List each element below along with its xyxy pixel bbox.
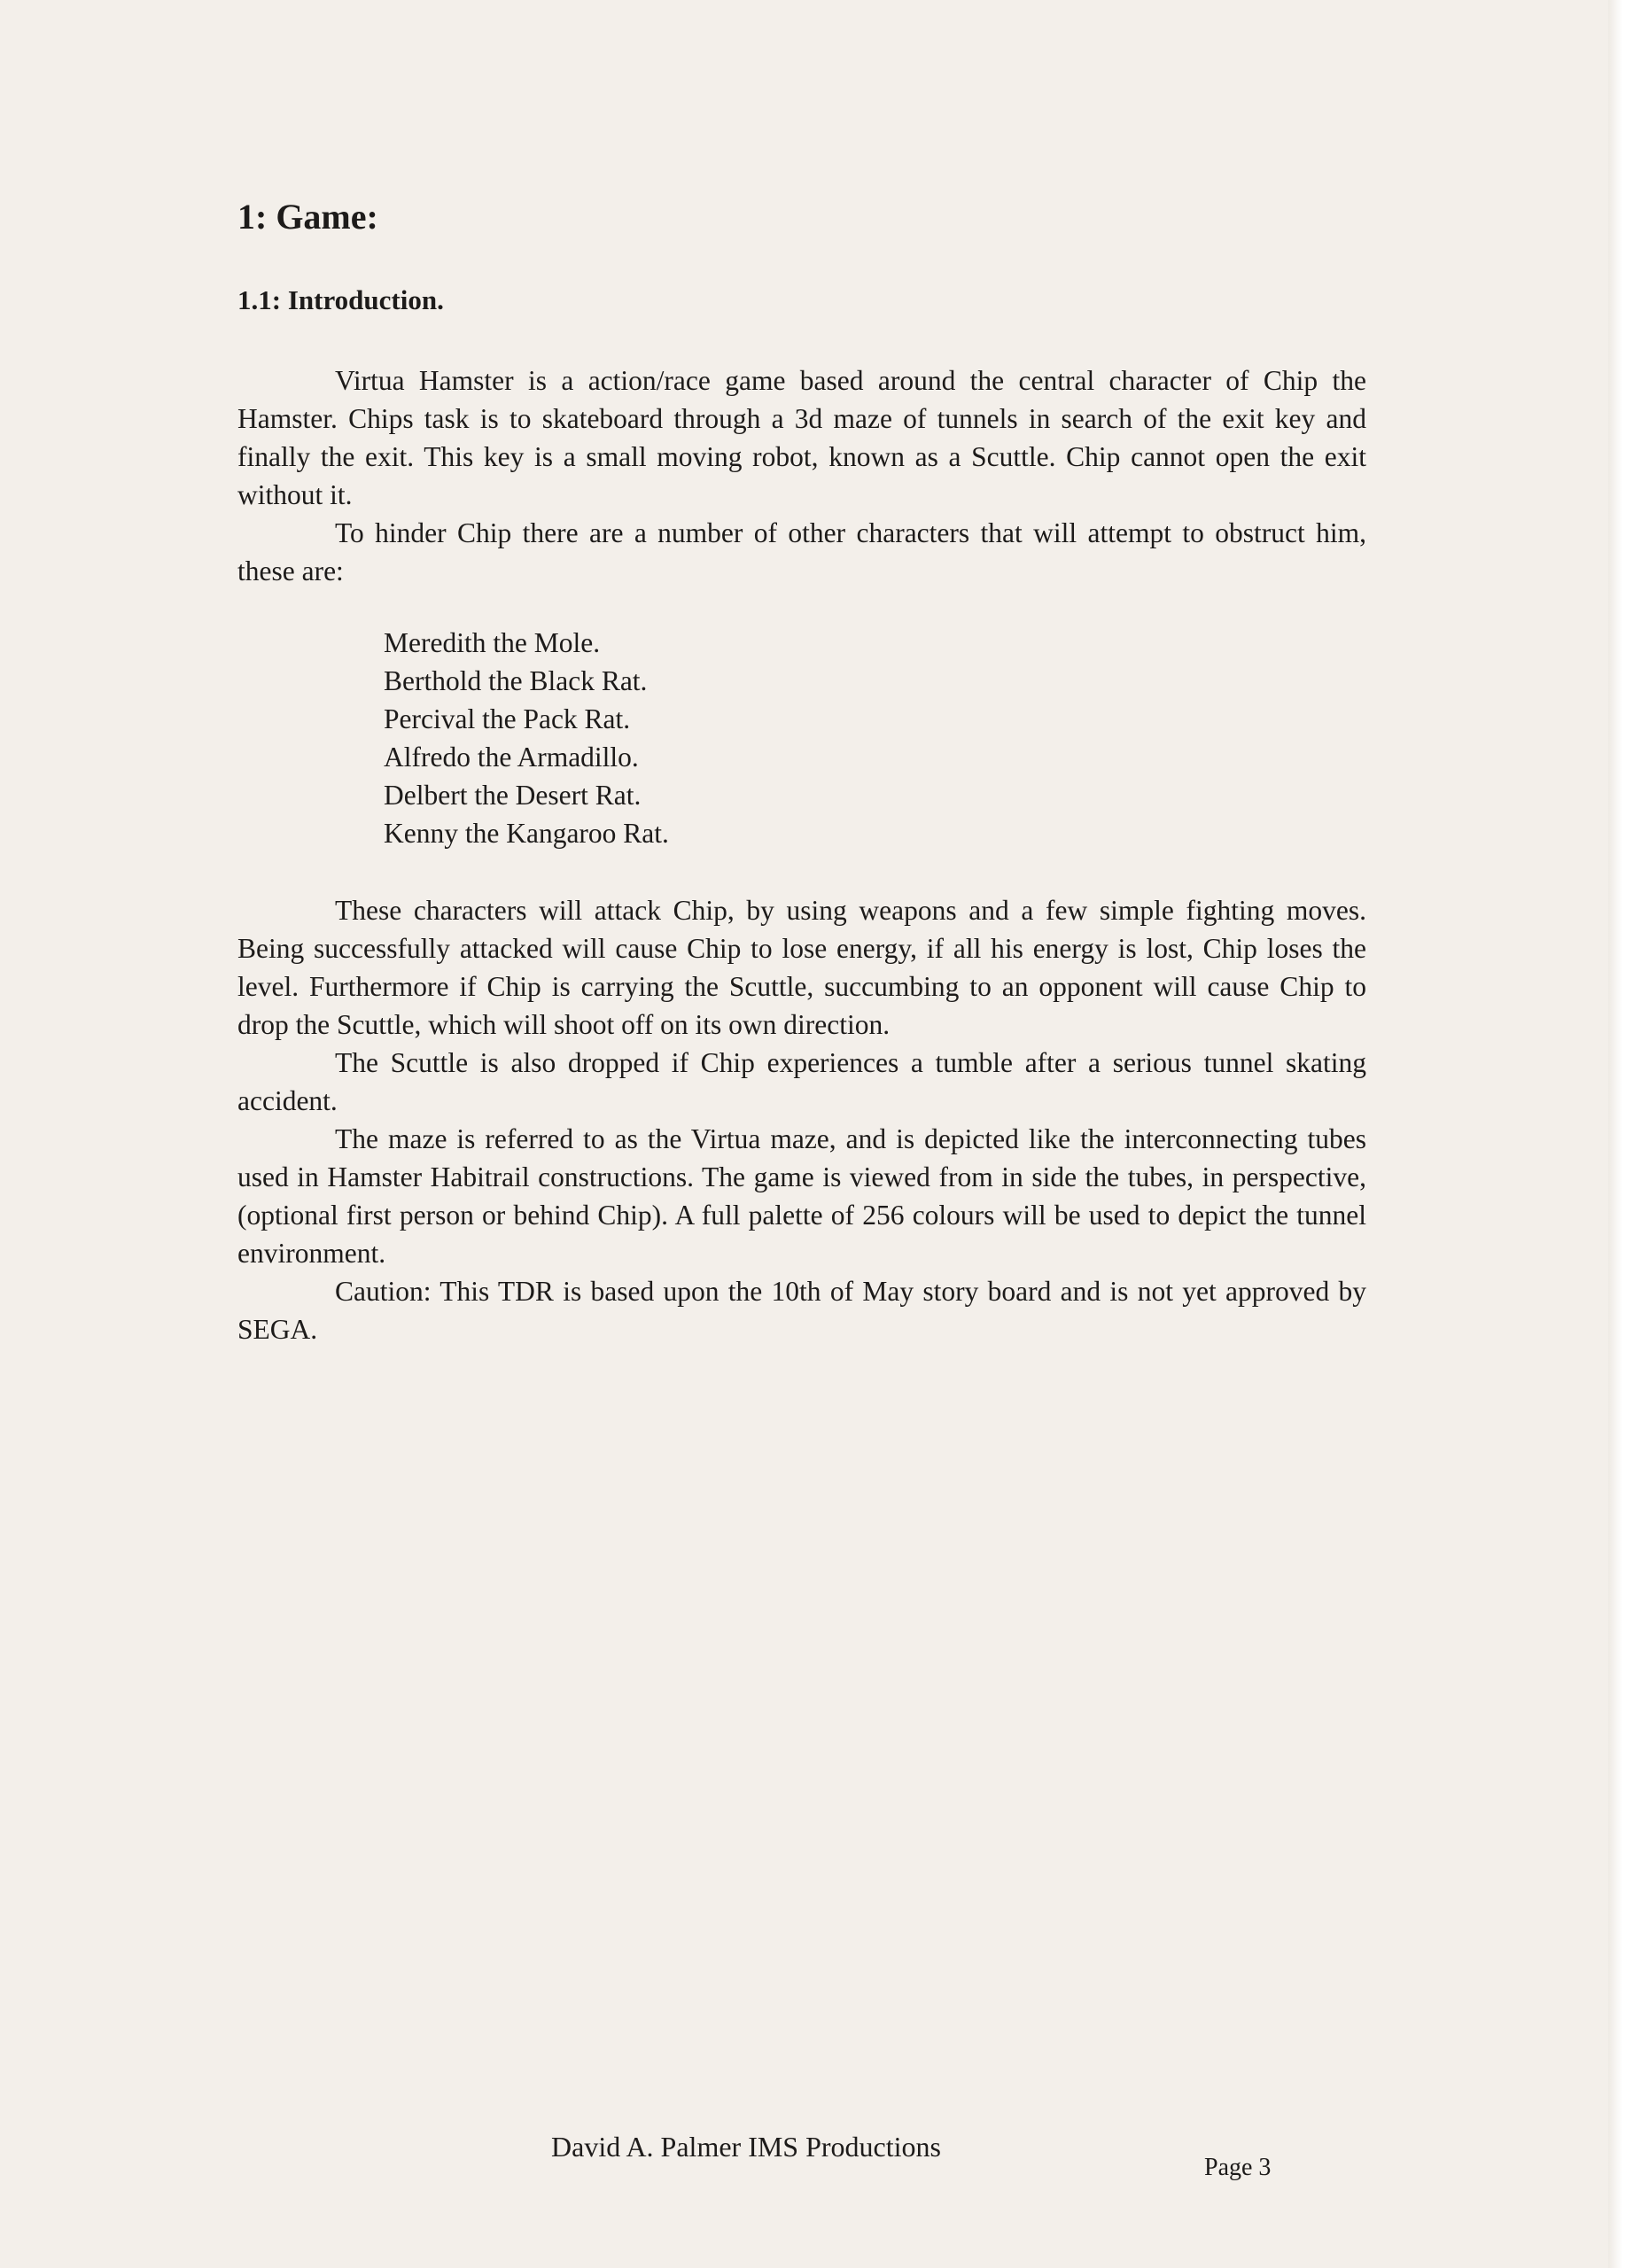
list-item: Kenny the Kangaroo Rat. — [384, 818, 669, 849]
paragraph-body-1: These characters will attack Chip, by using weapons and a few simple fighting moves. Being successfully attacked will cause Chip to lose energy, if all his energy is lost, Chip loses the level. Furthermore if Chip is carrying the Scuttle, succumbing to an opponent will cause Chip to drop the Scuttle, which will shoot off on its own direction. — [237, 895, 1366, 1040]
list-item: Meredith the Mole. — [384, 627, 601, 658]
list-item: Alfredo the Armadillo. — [384, 742, 639, 773]
paragraph-intro-2: To hinder Chip there are a number of other characters that will attempt to obstruct him, these are: — [237, 517, 1366, 586]
list-item: Percival the Pack Rat. — [384, 703, 631, 734]
paragraph-body-2: The Scuttle is also dropped if Chip experiences a tumble after a serious tunnel skating accident. — [237, 1047, 1366, 1116]
paragraph-body-3: The maze is referred to as the Virtua maze, and is depicted like the interconnecting tubes used in Hamster Habitrail constructions. The game is viewed from in side the tubes, in perspective, (optional first person or behind Chip). A full palette of 256 colours will be used to depict the tunnel environment. — [237, 1123, 1366, 1269]
footer-author: David A. Palmer IMS Productions — [551, 2131, 941, 2163]
paragraph-intro-1: Virtua Hamster is a action/race game based around the central character of Chip the Hamster. Chips task is to skateboard through a 3d maze of tunnels in search of the exit key and finally the exit. This key is a small moving robot, known as a Scuttle. Chip cannot open the exit without it. — [237, 365, 1366, 510]
character-list — [237, 624, 1366, 852]
page-number: Page 3 — [1204, 2154, 1272, 2181]
document-body — [237, 186, 1366, 1348]
paper-edge — [1608, 0, 1649, 2268]
paragraph-body-4: Caution: This TDR is based upon the 10th of May story board and is not yet approved by SEGA. — [237, 1276, 1366, 1345]
section-heading: 1: Game: — [237, 197, 378, 237]
subsection-heading: 1.1: Introduction. — [237, 284, 444, 315]
list-item: Berthold the Black Rat. — [384, 665, 648, 696]
list-item: Delbert the Desert Rat. — [384, 780, 642, 811]
